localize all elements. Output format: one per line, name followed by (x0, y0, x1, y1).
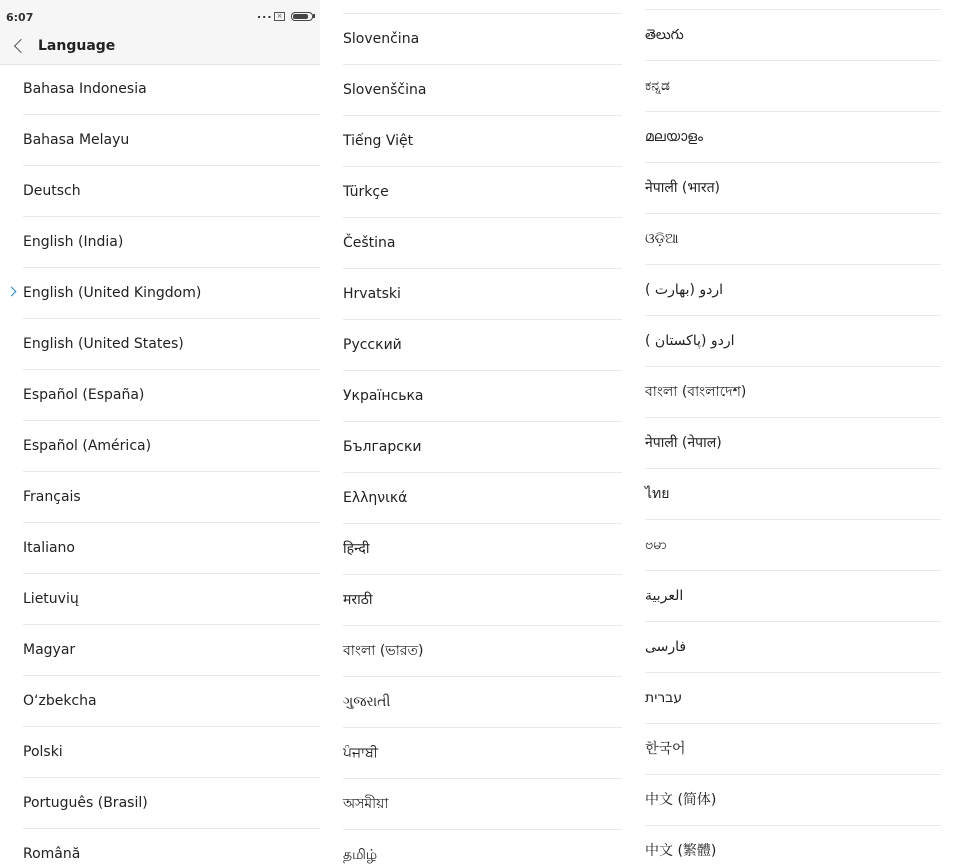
language-label: Português (Brasil) (23, 795, 148, 811)
no-sim-icon: × (274, 12, 285, 21)
language-item[interactable] (23, 675, 320, 726)
language-item[interactable] (343, 778, 622, 829)
language-label: ಕನ್ನಡ (645, 78, 670, 94)
language-item[interactable] (343, 370, 622, 421)
language-item[interactable] (645, 519, 941, 570)
language-label: اردو (پاکستان ) (645, 333, 735, 349)
language-label: English (United States) (23, 336, 184, 352)
language-label: ગુજરાતી (343, 694, 391, 710)
language-item[interactable] (23, 522, 320, 573)
title-bar (0, 30, 320, 65)
language-item[interactable] (343, 319, 622, 370)
language-item[interactable] (23, 726, 320, 777)
language-item[interactable] (23, 369, 320, 420)
status-time: 6:07 (6, 11, 34, 24)
language-label: Slovenčina (343, 31, 420, 47)
language-label: ਪੰਜਾਬੀ (343, 745, 379, 761)
language-label: Română (23, 846, 81, 862)
language-list (630, 9, 960, 865)
language-item[interactable] (645, 672, 941, 723)
language-label: मराठी (343, 592, 373, 608)
language-label: Slovenščina (343, 82, 427, 98)
screen-part-1 (0, 0, 320, 865)
language-item[interactable] (23, 573, 320, 624)
language-item[interactable] (645, 774, 941, 825)
language-item[interactable] (343, 625, 622, 676)
language-label: Hrvatski (343, 286, 401, 302)
language-item[interactable] (343, 676, 622, 727)
language-item[interactable] (343, 13, 622, 64)
language-item[interactable] (23, 828, 320, 865)
language-item[interactable] (343, 727, 622, 778)
language-label: Українська (343, 388, 424, 404)
language-item[interactable] (645, 366, 941, 417)
language-label: Türkçe (343, 184, 389, 200)
language-item[interactable] (343, 421, 622, 472)
language-label: தமிழ் (343, 847, 378, 863)
language-label: ଓଡ଼ିଆ (645, 231, 679, 247)
language-item[interactable] (343, 115, 622, 166)
language-label: اردو (بھارت ) (645, 282, 724, 298)
language-label: Deutsch (23, 183, 81, 199)
language-item[interactable] (343, 574, 622, 625)
language-item[interactable] (645, 264, 941, 315)
language-label: Français (23, 489, 81, 505)
language-item[interactable] (23, 165, 320, 216)
language-item[interactable] (645, 621, 941, 672)
language-label: Русский (343, 337, 402, 353)
language-item[interactable] (645, 417, 941, 468)
language-label: English (India) (23, 234, 124, 250)
language-label: Ελληνικά (343, 490, 408, 506)
language-item[interactable] (343, 472, 622, 523)
language-label: नेपाली (नेपाल) (645, 435, 722, 451)
language-label: Tiếng Việt (343, 133, 414, 149)
language-list (0, 64, 320, 865)
language-label: नेपाली (भारत) (645, 180, 721, 196)
page-title: Language (38, 38, 116, 54)
language-label: Čeština (343, 235, 396, 251)
screen-part-3 (630, 0, 960, 865)
language-item[interactable] (23, 216, 320, 267)
language-label: Español (América) (23, 438, 152, 454)
language-label: বাংলা (বাংলাদেশ) (645, 384, 747, 400)
language-label: മലയാളം (645, 129, 704, 145)
language-item[interactable] (645, 468, 941, 519)
language-label: Lietuvių (23, 591, 79, 607)
battery-tip (313, 14, 315, 18)
status-bar (0, 0, 320, 30)
language-item[interactable] (645, 162, 941, 213)
language-list (320, 13, 630, 865)
language-item[interactable] (23, 114, 320, 165)
language-label: فارسی (645, 639, 687, 655)
language-item[interactable] (343, 166, 622, 217)
language-item[interactable] (23, 64, 320, 114)
language-label: 한국어 (645, 741, 686, 757)
language-label: తెలుగు (645, 27, 684, 43)
language-item[interactable] (645, 213, 941, 264)
language-label: עברית (645, 690, 683, 706)
language-item[interactable] (645, 723, 941, 774)
language-item[interactable] (645, 315, 941, 366)
language-item[interactable] (343, 268, 622, 319)
language-label: Български (343, 439, 422, 455)
language-item[interactable] (645, 825, 941, 865)
language-item[interactable] (343, 64, 622, 115)
more-icon: ... (257, 8, 273, 21)
language-label: Bahasa Melayu (23, 132, 130, 148)
language-label: বাংলা (ভারত) (343, 643, 424, 659)
back-icon[interactable] (12, 40, 26, 54)
language-item[interactable] (645, 111, 941, 162)
language-item[interactable] (23, 318, 320, 369)
language-item[interactable] (23, 624, 320, 675)
language-label: Italiano (23, 540, 75, 556)
language-label: हिन्दी (343, 541, 370, 557)
language-label: English (United Kingdom) (23, 285, 202, 301)
language-item[interactable] (23, 471, 320, 522)
language-item[interactable] (645, 9, 941, 60)
language-item[interactable] (23, 267, 320, 318)
language-label: Español (España) (23, 387, 145, 403)
language-label: Bahasa Indonesia (23, 81, 147, 97)
language-item[interactable] (23, 420, 320, 471)
language-label: Polski (23, 744, 63, 760)
language-item[interactable] (23, 777, 320, 828)
language-item[interactable] (343, 829, 622, 865)
language-label: 中文 (繁體) (645, 843, 717, 859)
language-item[interactable] (343, 523, 622, 574)
language-item[interactable] (645, 570, 941, 621)
battery-icon (291, 12, 313, 21)
language-item[interactable] (645, 60, 941, 111)
language-item[interactable] (343, 217, 622, 268)
chevron-right-icon (7, 287, 17, 297)
language-label: অসমীয়া (343, 796, 389, 812)
language-label: ဗမာ (645, 537, 667, 553)
language-label: ไทย (645, 486, 670, 502)
language-label: Magyar (23, 642, 76, 658)
language-label: O‘zbekcha (23, 693, 97, 709)
screen-part-2 (320, 0, 630, 865)
language-label: 中文 (简体) (645, 792, 717, 808)
language-label: العربية (645, 588, 684, 604)
